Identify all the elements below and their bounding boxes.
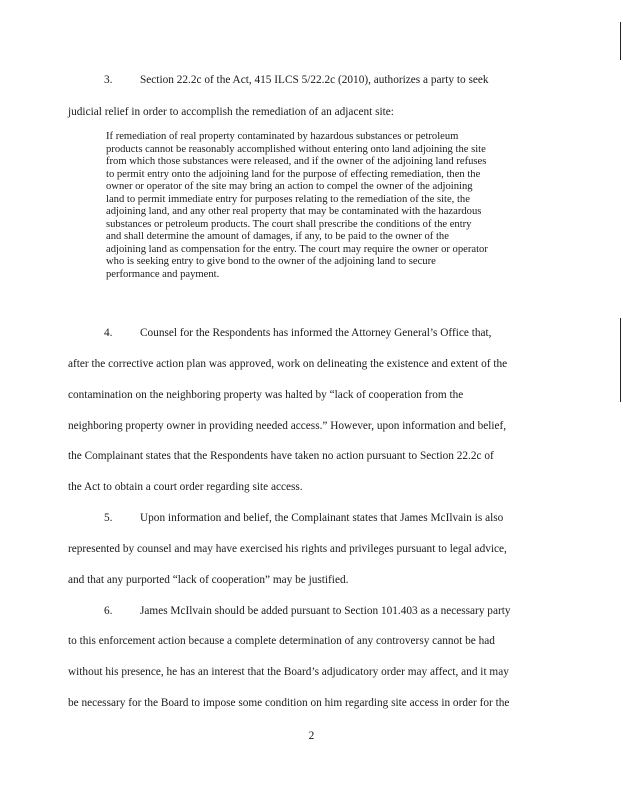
paragraph-number: 5. xyxy=(104,512,113,524)
paragraph-text-line: Counsel for the Respondents has informed the Attorney General’s Office that, xyxy=(140,327,492,339)
paragraph-text-line: after the corrective action plan was approved, work on delineating the existence and extent of the xyxy=(68,358,508,370)
quote-line: adjoining land, and any other real property that may be contaminated with the hazardous xyxy=(106,206,482,218)
right-margin-rule xyxy=(620,22,621,60)
paragraph-text-line: and that any purported “lack of cooperation” may be justified. xyxy=(68,574,349,586)
quote-line: products cannot be reasonably accomplished without entering onto land adjoining the site xyxy=(106,143,486,155)
paragraph-text-line: be necessary for the Board to impose some condition on him regarding site access in order for the xyxy=(68,697,510,709)
paragraph-text-line: contamination on the neighboring property was halted by “lack of cooperation from the xyxy=(68,389,464,401)
quote-line: If remediation of real property contaminated by hazardous substances or petroleum xyxy=(106,131,459,142)
paragraph-number: 6. xyxy=(104,605,113,617)
paragraph-text-line: Section 22.2c of the Act, 415 ILCS 5/22.2c (2010), authorizes a party to seek xyxy=(140,74,489,86)
quote-line: from which those substances were released, and if the owner of the adjoining land refuses xyxy=(106,156,487,168)
paragraph-text-line: neighboring property owner in providing needed access.” However, upon information and belief, xyxy=(68,420,507,432)
paragraph-text-line: James McIlvain should be added pursuant to Section 101.403 as a necessary party xyxy=(140,605,511,617)
paragraph-text-line: to this enforcement action because a complete determination of any controversy cannot be had xyxy=(68,635,495,647)
paragraph-number: 4. xyxy=(104,327,113,339)
statute-block-quote xyxy=(106,131,544,282)
paragraph-text-line: represented by counsel and may have exercised his rights and privileges pursuant to legal advice, xyxy=(68,543,507,555)
paragraph-text-line: the Complainant states that the Respondents have taken no action pursuant to Section 22.2c of xyxy=(68,450,494,462)
paragraph-number: 3. xyxy=(104,74,113,86)
paragraph-text-line: Upon information and belief, the Complainant states that James McIlvain is also xyxy=(140,512,504,524)
page-number: 2 xyxy=(308,730,315,742)
quote-line: substances or petroleum products. The court shall prescribe the conditions of the entry xyxy=(106,218,472,230)
quote-line: adjoining land as compensation for the entry. The court may require the owner or operator xyxy=(106,243,488,255)
paragraph-text-line: without his presence, he has an interest that the Board’s adjudicatory order may affect, and it may xyxy=(68,666,509,678)
quote-line: land to permit immediate entry for purposes relating to the remediation of the site, the xyxy=(106,193,470,205)
right-margin-rule xyxy=(620,318,621,402)
quote-line: owner or operator of the site may bring an action to compel the owner of the adjoining xyxy=(106,181,473,193)
quote-line: performance and payment. xyxy=(106,269,220,281)
paragraph-text-line: judicial relief in order to accomplish the remediation of an adjacent site: xyxy=(68,106,394,118)
quote-line: and shall determine the amount of damages, if any, to be paid to the owner of the xyxy=(106,231,449,243)
paragraph-text-line: the Act to obtain a court order regarding site access. xyxy=(68,481,303,493)
quote-line: who is seeking entry to give bond to the owner of the adjoining land to secure xyxy=(106,256,436,268)
quote-line: to permit entry onto the adjoining land for the purpose of effecting remediation, then the xyxy=(106,168,481,180)
